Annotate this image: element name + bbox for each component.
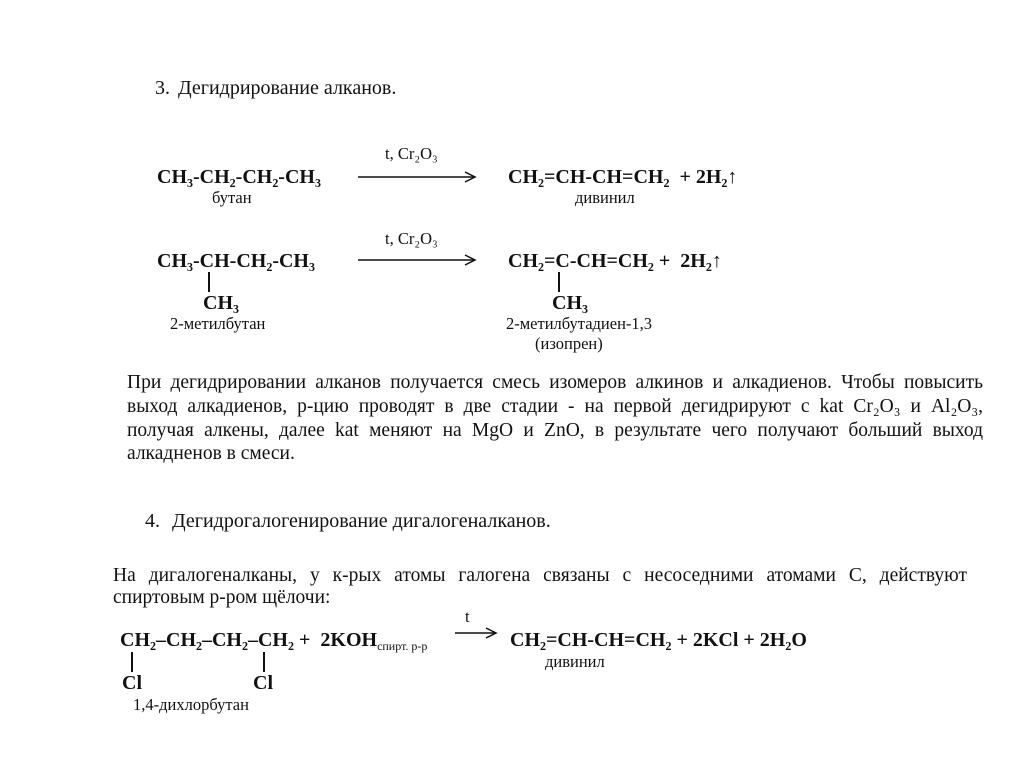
paragraph-1-line: алкадненов в смеси. (127, 443, 295, 464)
reaction-1-product-name: дивинил (575, 188, 635, 207)
reaction-2-product-trivial-name: (изопрен) (535, 334, 603, 353)
reaction-3-reactant-name: 1,4-дихлорбутан (133, 695, 249, 714)
section-3-number: 3. (155, 77, 170, 99)
reaction-2-condition: t, Cr₂O₃ (385, 229, 438, 248)
paragraph-2-line: спиртовым р-ром щёлочи: (113, 587, 331, 608)
reaction-2-reactant-branch: CH₃ (203, 292, 239, 314)
reaction-3-reactants (120, 628, 427, 658)
reaction-2-product-branch-bond (558, 272, 560, 292)
reaction-3-product-name: дивинил (545, 652, 605, 671)
reaction-2-product: CH₂=C-CH=CH₂ + 2H₂↑ (508, 250, 722, 272)
paragraph-1-line: выход алкадиенов, р-цию проводят в две стадии - на первой дегидрируют с kat Cr₂O₃ и Al₂O₃, (127, 396, 983, 417)
section-3-title: Дегидрирование алканов. (178, 77, 397, 99)
reaction-3-condition: t (465, 607, 470, 626)
section-4-number: 4. (145, 510, 160, 532)
reaction-2-reactant: CH₃-CH-CH₂-CH₃ (157, 250, 315, 272)
reaction-1-condition: t, Cr₂O₃ (385, 144, 438, 163)
reaction-1-product: CH₂=CH-CH=CH₂ + 2H₂↑ (508, 166, 738, 188)
reaction-3-right-substituent: Cl (253, 672, 273, 694)
reaction-1-arrow (356, 170, 480, 184)
reaction-3-reactant-formula: CH₂–CH₂–CH₂–CH₂ + 2KOH (120, 629, 378, 651)
reaction-1-reactant-name: бутан (212, 188, 252, 207)
paragraph-1-line: получая алкены, далее kat меняют на MgO и ZnO, в результате чего получают больший выход (127, 420, 983, 441)
reaction-3-reagent-subscript: спирт. р-р (377, 639, 428, 653)
reaction-2-reactant-branch-bond (208, 272, 210, 292)
reaction-2-product-branch: CH₃ (552, 292, 588, 314)
paragraph-1-line: При дегидрировании алканов получается смесь изомеров алкинов и алкадиенов. Чтобы повысить (127, 372, 983, 393)
paragraph-2-line: На дигалогеналканы, у к-рых атомы галогена связаны с несоседними атомами C, действуют (113, 565, 967, 586)
reaction-2-arrow (356, 253, 480, 267)
reaction-3-arrow (453, 626, 499, 640)
reaction-1-reactant: CH₃-CH₂-CH₂-CH₃ (157, 166, 321, 188)
reaction-2-product-name: 2-метилбутадиен-1,3 (506, 314, 653, 333)
reaction-3-left-substituent-bond (131, 652, 133, 672)
reaction-2-reactant-name: 2-метилбутан (170, 314, 266, 333)
reaction-3-left-substituent: Cl (122, 672, 142, 694)
section-4-title: Дегидрогалогенирование дигалогеналканов. (172, 510, 551, 532)
reaction-3-product: CH₂=CH-CH=CH₂ + 2KCl + 2H₂O (510, 629, 807, 651)
reaction-3-right-substituent-bond (263, 652, 265, 672)
